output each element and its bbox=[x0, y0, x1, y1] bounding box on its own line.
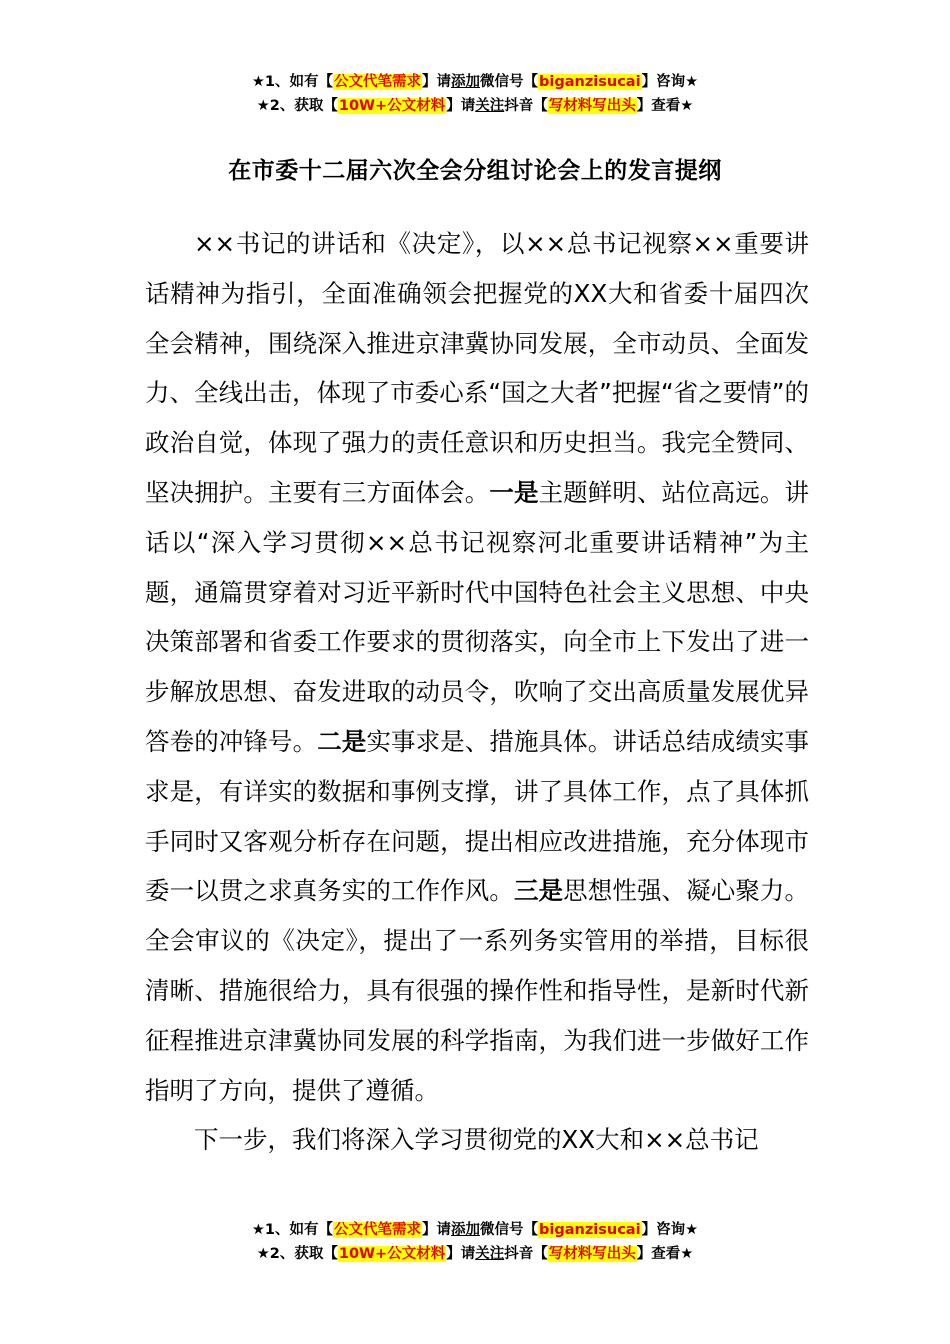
banner-line-2 bbox=[0, 94, 950, 118]
banner-underline: 关注 bbox=[475, 1246, 505, 1262]
paragraph-text: ××书记的讲话和《决定》，以××总书记视察××重要讲话精神为指引，全面准确领会把握党的XX大和省委十届四次全会精神，围绕深入推进京津冀协同发展，全市动员、全面发力、全线出击，体现了市委心系“国之大者”把握“省之要情”的政治自觉，体现了强力的责任意识和历史担当。我完全赞同、坚决拥护。主要有三方面体会。 bbox=[145, 229, 809, 507]
banner-underline: 添加 bbox=[451, 74, 481, 90]
header-banner bbox=[0, 70, 950, 118]
banner-text: ★2、获取【 bbox=[256, 1246, 338, 1262]
bold-marker: 二是 bbox=[317, 726, 367, 756]
banner-text: 微信号【 bbox=[480, 74, 539, 90]
bold-marker: 一是 bbox=[489, 477, 539, 507]
banner-text: 】查看★ bbox=[636, 1246, 694, 1262]
banner-underline: 添加 bbox=[451, 1222, 481, 1238]
banner-text: 】咨询★ bbox=[641, 1222, 699, 1238]
banner-text: 】请 bbox=[422, 74, 452, 90]
banner-text: 抖音【 bbox=[504, 98, 548, 114]
banner-underline: 关注 bbox=[475, 98, 505, 114]
banner-text: 】咨询★ bbox=[641, 74, 699, 90]
banner-highlight: 写材料写出头 bbox=[548, 1246, 636, 1262]
banner-text: 抖音【 bbox=[504, 1246, 548, 1262]
banner-line-1 bbox=[0, 70, 950, 94]
banner-highlight: biganzisucai bbox=[539, 74, 641, 90]
banner-text: ★1、如有【 bbox=[251, 1222, 334, 1238]
banner-text: 微信号【 bbox=[480, 1222, 539, 1238]
banner-text: ★2、获取【 bbox=[256, 98, 338, 114]
paragraph-text: 主题鲜明、站位高远。讲话以“深入学习贯彻××总书记视察河北重要讲话精神”为主题，通篇贯穿着对习近平新时代中国特色社会主义思想、中央决策部署和省委工作要求的贯彻落实，向全市上下发出了进一步解放思想、奋发进取的动员令，吹响了交出高质量发展优异答卷的冲锋号。 bbox=[145, 477, 810, 756]
document-body bbox=[145, 219, 809, 1165]
banner-highlight: 写材料写出头 bbox=[548, 98, 636, 114]
paragraph-text: 思想性强、凝心聚力。全会审议的《决定》，提出了一系列务实管用的举措，目标很清晰、措施很给力，具有很强的操作性和指导性，是新时代新征程推进京津冀协同发展的科学指南，为我们进一步做好工作指明了方向，提供了遵循。 bbox=[145, 876, 810, 1105]
banner-line-2 bbox=[0, 1242, 950, 1266]
banner-highlight: 公文代笔需求 bbox=[334, 74, 422, 90]
banner-text: 】请 bbox=[446, 1246, 476, 1262]
banner-highlight: 公文代笔需求 bbox=[334, 1222, 422, 1238]
paragraph-text: 实事求是、措施具体。讲话总结成绩实事求是，有详实的数据和事例支撑，讲了具体工作，点了具体抓手同时又客观分析存在问题，提出相应改进措施，充分体现市委一以贯之求真务实的工作作风。 bbox=[145, 726, 810, 906]
banner-highlight: biganzisucai bbox=[539, 1222, 641, 1238]
banner-highlight: 10W+公文材料 bbox=[338, 98, 446, 114]
banner-line-1 bbox=[0, 1218, 950, 1242]
banner-text: 】查看★ bbox=[636, 98, 694, 114]
footer-banner bbox=[0, 1218, 950, 1266]
document-title: 在市委十二届六次全会分组讨论会上的发言提纲 bbox=[228, 158, 722, 184]
banner-text: 】请 bbox=[446, 98, 476, 114]
banner-text: 】请 bbox=[422, 1222, 452, 1238]
paragraph-2: 下一步，我们将深入学习贯彻党的XX大和××总书记 bbox=[194, 1125, 759, 1155]
banner-highlight: 10W+公文材料 bbox=[338, 1246, 446, 1262]
bold-marker: 三是 bbox=[513, 876, 564, 906]
banner-text: ★1、如有【 bbox=[251, 74, 334, 90]
paragraph-1 bbox=[145, 219, 809, 1115]
